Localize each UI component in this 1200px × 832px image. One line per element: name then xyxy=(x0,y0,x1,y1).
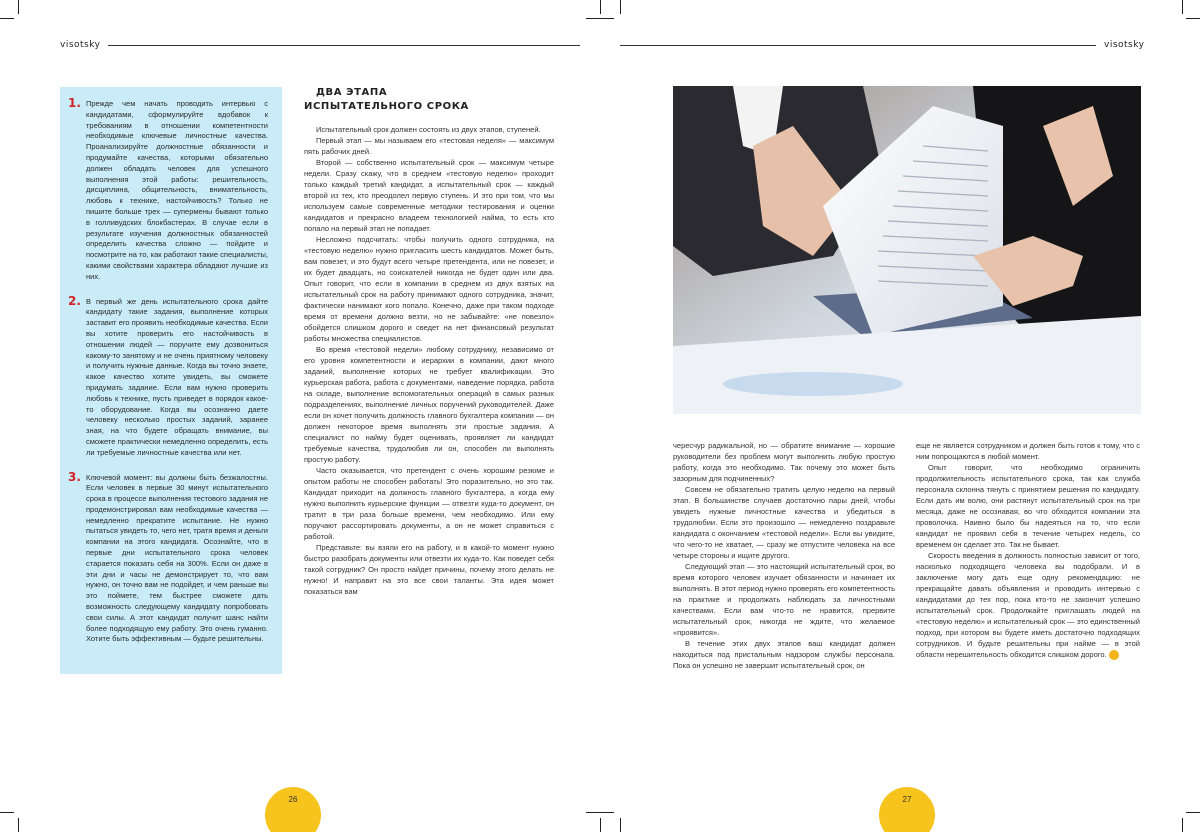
tip-text: Прежде чем начать проводить интервью с кандидатами, сформулируйте вдобавок к требованиям в отношении компетентности необходимые ключевые личностные качества. Проанализируйте должностные обязанности и продумайте качества, которыми обязательно должен обладать человек для успешного выполнения этой работы: решительность, дисциплина, общительность, внимательность, любовь к технике, настойчивость? Только не пишите больше трех — супермены бывают только в голливудских блокбастерах. В случае если в результате изучения должностных обязанностей определить качества сложно — пойдите и посмотрите на то, как работают такие специалисты, какими свойствами характера обладают лучшие из них. xyxy=(86,99,268,281)
brand-logo-right: visotsky xyxy=(1104,40,1145,50)
header-rule-right xyxy=(620,45,1096,46)
tip-text: В первый же день испытательного срока дайте кандидату такие задания, выполнение которых заставит его проявить необходимые качества. Если вы хотите проверить его настойчивость в отношении людей — поручите ему дозвониться какому-то занятому и не очень приятному человеку и получить нужные данные. Когда вы точно знаете, какое качество хотите увидеть, вы сможете придумать задание. Если вам нужно проверить любовь к технике, пусть приведет в порядок какое-то оборудование. Когда вы осознанно даете человеку несколько простых заданий, заранее зная, на что будете обращать внимание, вы сможете практически немедленно определить, есть ли требуемые личностные качества или нет. xyxy=(86,296,268,457)
end-of-article-icon: V xyxy=(1109,650,1119,660)
page-number-left xyxy=(265,787,321,832)
tips-sidebar xyxy=(60,87,282,674)
article-column-3 xyxy=(916,440,1140,660)
paragraph: Следующий этап — это настоящий испытательный срок, во время которого человек изучает обязанности и начинает их выполнять. В этот период нужно проверять его компетентность на практике и продолжать наблюдать за личностными качествами. Если вам что-то не нравится, прервите испытательный срок, никогда не ждите, что желаемое «проявится». xyxy=(673,562,895,637)
page-number: 26 xyxy=(288,795,298,804)
paragraph: Второй — собственно испытательный срок — максимум четыре недели. Сразу скажу, что в среднем «тестовую неделю» проходит только каждый третий кандидат, а испытательный срок — каждый второй из тех, кто преодолел первую ступень. И это при том, что мы используем самые современные методики тестирования и оценки кандидатов и прекрасно владеем технологией найма, то есть кто попало на первый этап не попадает. xyxy=(304,158,554,233)
page-number-right xyxy=(879,787,935,832)
paragraph: Несложно подсчитать: чтобы получить одного сотрудника, на «тестовую неделю» нужно пригласить шесть кандидатов. Может быть, вам повезет, и это будут всего четыре претендента, или не повезет, и их будет двадцать, но соискателей никогда не будет один или два. Опыт говорит, что если в компании в среднем из двух взятых на испытательный срок на работу принимают одного сотрудника, значит, фактически нанимают кого попало. Конечно, даже при таком подходе время от времени должно везти, но не забывайте: «не повезло» обойдется слишком дорого и сведет на нет финансовый результат работы множества специалистов. xyxy=(304,235,554,343)
tip-number: 1. xyxy=(68,96,81,110)
header-rule-left xyxy=(108,45,580,46)
tip-number: 2. xyxy=(68,293,81,308)
crop-mark xyxy=(0,18,14,19)
crop-mark xyxy=(620,818,621,832)
crop-mark xyxy=(1182,818,1183,832)
paragraph: еще не является сотрудником и должен быть готов к тому, что с ним попрощаются в любой момент. xyxy=(916,441,1140,461)
business-documents-photo xyxy=(673,86,1141,414)
article-column-2 xyxy=(673,440,895,671)
tip-text: Ключевой момент: вы должны быть безжалостны. Если человек в первые 30 минут испытательного срока в процессе выполнения тестового задания не продемонстрировал вам необходимые качества — немедленно прекратите испытание. Не нужно пытаться увидеть то, чего нет, тратя время и деньги компании на этого кандидата. Осознайте, что в первые дни испытательного срока человек старается показать себя на 300%. Если он даже в эти дни и часы не демонстрирует то, что вам нужно, он точно вам не подойдет, и чем раньше вы это поймете, тем быстрее сможете дать возможность следующему кандидату попробовать свои силы. А этот кандидат получит шанс найти более подходящую ему работу. Это очень гуманно. Хотите быть эффективным — будьте решительны. xyxy=(86,472,268,644)
crop-mark xyxy=(18,818,19,832)
paragraph: Испытательный срок должен состоять из двух этапов, ступеней. xyxy=(316,125,541,134)
paragraph: Первый этап — мы называем его «тестовая неделя» — максимум пять рабочих дней. xyxy=(304,136,554,156)
tip-item xyxy=(68,469,268,646)
crop-mark xyxy=(18,0,19,14)
section-heading xyxy=(304,86,469,114)
paragraph: чересчур радикальной, но — обратите внимание — хорошие руководители без проблем могут выполнить любую простую работу, когда это необходимо. Так почему это может быть зазорным для подчиненных? xyxy=(673,441,895,483)
tip-number: 3. xyxy=(68,469,81,484)
paragraph: Совсем не обязательно тратить целую неделю на первый этап. В большинстве случаев достаточно пары дней, чтобы увидеть нужные личностные качества и убедиться в трудолюбии. Если это произошло — немедленно поздравьте кандидата с окончанием «тестовой недели». Если вы увидите, что чего-то не хватает, — сразу же отпустите человека на все четыре стороны и ищите другого. xyxy=(673,485,895,560)
paragraph: В течение этих двух этапов ваш кандидат должен находиться под пристальным надзором службы персонала. Пока он успешно не завершит испытательный срок, он xyxy=(673,639,895,670)
brand-logo-left: visotsky xyxy=(60,40,101,50)
paragraph xyxy=(916,550,1140,660)
crop-mark xyxy=(600,818,601,832)
tip-item xyxy=(68,293,268,459)
crop-mark xyxy=(1186,18,1200,19)
crop-mark xyxy=(586,812,614,813)
paragraph: Представьте: вы взяли его на работу, и в какой-то момент нужно быстро разобрать документы или отвезти их куда-то. Как поведет себя такой сотрудник? Он просто найдет причины, почему этого делать не нужно! И направит на это все свои таланты. Эта идея может показаться вам xyxy=(304,543,554,596)
tip-item xyxy=(68,96,268,283)
paragraph: Опыт говорит, что необходимо ограничить продолжительность испытательного срока, так как служба персонала склонна тянуть с принятием решения по кандидату. Если дать им волю, они растянут испытательный срок на три месяца, даже не осознавая, во что обходится компании эта проволочка. Наивно было бы надеяться на то, что если кандидат не проявил себя в течение четырех недель, со временем он сделает это. Так не бывает. xyxy=(916,463,1140,549)
paragraph: Во время «тестовой недели» любому сотруднику, независимо от его уровня компетентности и иерархии в компании, дают много заданий, выполнение которых не требует квалификации. Это курьерская работа, работа с документами, наведение порядка, работа на складе, выполнение вспомогательных операций в самых разных подразделениях, выполнение личных поручений руководителей. Даже если он хочет получить должность главного бухгалтера компании — он должен некоторое время выполнять эти простые задания. А специалист по найму будет оценивать, проявляет ли кандидат требуемые качества, трудолюбив ли он, способен ли выполнять простую работу. xyxy=(304,345,554,464)
paragraph: Часто оказывается, что претендент с очень хорошим резюме и опытом работы не способен работать! Это поразительно, но это так. Кандидат приходит на должность главного бухгалтера, а когда ему нужно выполнить курьерские функции — отвезти куда-то документ, он тратит в три раза больше времени, чем необходимо. Или ему поручают рассортировать документы, а он не может справиться с работой. xyxy=(304,466,554,541)
crop-mark xyxy=(600,0,601,14)
heading-line: ИСПЫТАТЕЛЬНОГО СРОКА xyxy=(304,101,469,112)
paragraph-text: Скорость введения в должность полностью зависит от того, насколько подходящего человека вы подобрали. И в заключение могу дать еще одну рекомендацию: не прекращайте давать объявления и проводить интервью с кандидатами до тех пор, пока кто-то не закончит успешно испытательный срок. Продолжайте приглашать людей на «тестовую неделю» и испытательный срок — это единственный подход, при котором вы будете иметь достаточно подходящих сотрудников. И будьте решительны при найме — в этой области нерешительность обходится слишком дорого. xyxy=(916,551,1140,659)
photo-illustration xyxy=(673,86,1141,414)
crop-mark xyxy=(1182,0,1183,14)
heading-line: ДВА ЭТАПА xyxy=(316,87,388,98)
article-column-1 xyxy=(304,124,554,597)
page-number: 27 xyxy=(902,795,912,804)
crop-mark xyxy=(1186,812,1200,813)
crop-mark xyxy=(620,0,621,14)
crop-mark xyxy=(0,812,14,813)
crop-mark xyxy=(586,18,614,19)
